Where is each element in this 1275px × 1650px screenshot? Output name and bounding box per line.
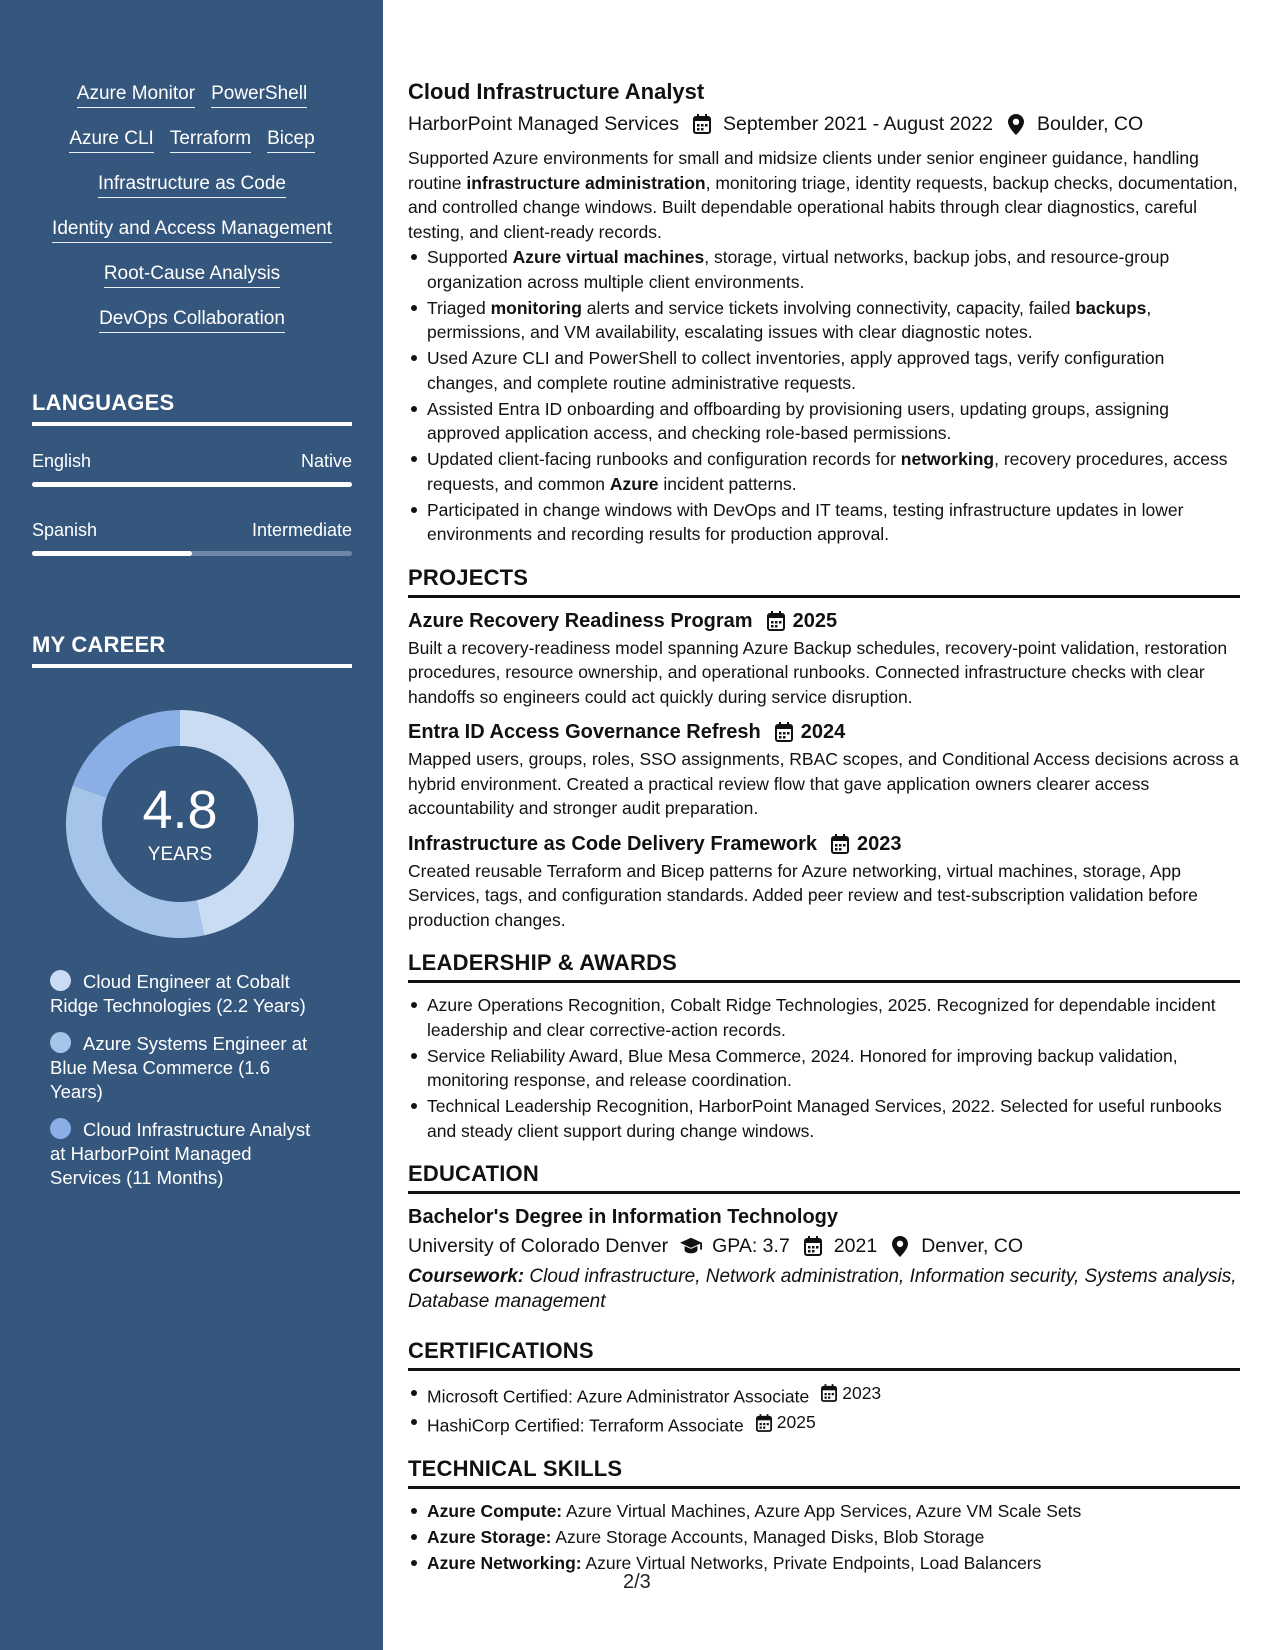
list-item: Used Azure CLI and PowerShell to collect inventories, apply approved tags, verify configuration changes, and complete routine administrative requests. (408, 346, 1240, 395)
project-year: 2025 (792, 609, 838, 632)
project-item (408, 719, 1240, 821)
calendar-icon (802, 1235, 824, 1257)
language-bar-fill (32, 482, 352, 487)
career-item (50, 1118, 320, 1190)
language-level: Intermediate (251, 520, 352, 540)
career-item (50, 970, 320, 1018)
skill-row (32, 82, 352, 108)
school-name: University of Colorado Denver (408, 1235, 669, 1257)
project-description: Created reusable Terraform and Bicep patterns for Azure networking, virtual machines, storage, App Services, tags, and configuration standards. Added peer review and test-subscription validation before production changes. (408, 860, 1198, 930)
job-title: Cloud Infrastructure Analyst (408, 79, 705, 104)
calendar-icon (765, 610, 787, 632)
skill-row (32, 127, 352, 153)
list-item: Microsoft Certified: Azure Administrator Associate 2023 (408, 1381, 1240, 1409)
job-company: HarborPoint Managed Services (408, 113, 679, 135)
career-label: Azure Systems Engineer at Blue Mesa Commerce (1.6 Years) (50, 1033, 308, 1102)
location-pin-icon (889, 1235, 911, 1257)
language-name: English (32, 451, 92, 471)
list-item: Azure Operations Recognition, Cobalt Ridge Technologies, 2025. Recognized for dependable incident leadership and clear corrective-action records. (408, 993, 1240, 1042)
career-label: Cloud Infrastructure Analyst at HarborPoint Managed Services (11 Months) (50, 1119, 311, 1188)
technical-skills-heading: TECHNICAL SKILLS (408, 1456, 1240, 1489)
skill-tag: Identity and Access Management (52, 217, 332, 243)
coursework: Coursework: Cloud infrastructure, Network administration, Information security, Systems analysis, Database management (408, 1266, 1237, 1312)
list-item: Participated in change windows with DevOps and IT teams, testing infrastructure updates in lower environments and recording results for production approval. (408, 498, 1240, 547)
calendar-icon (691, 113, 713, 135)
list-item: Technical Leadership Recognition, HarborPoint Managed Services, 2022. Selected for useful runbooks and steady client support during change windows. (408, 1094, 1240, 1143)
skill-row (32, 172, 352, 198)
list-item: Azure Compute: Azure Virtual Machines, Azure App Services, Azure VM Scale Sets (408, 1499, 1240, 1524)
skill-tag: Azure Monitor (77, 82, 195, 108)
language-bar (32, 482, 352, 487)
career-dot (50, 1118, 71, 1139)
graduation-year: 2021 (833, 1235, 878, 1257)
job-summary: Supported Azure environments for small and midsize clients under senior engineer guidance, handling routine infrastructure administration, monitoring triage, identity requests, backup checks, documentation, and controlled change windows. Built dependable operational habits through clear diagnostics, careful testing, and client-ready records. (408, 148, 1238, 242)
project-title: Entra ID Access Governance Refresh (408, 721, 761, 743)
career-dot (50, 1032, 71, 1053)
language-spanish (32, 519, 352, 556)
list-item: Supported Azure virtual machines, storage, virtual networks, backup jobs, and resource-group organization across multiple client environments. (408, 245, 1240, 294)
career-donut-chart (66, 710, 294, 938)
degree-title: Bachelor's Degree in Information Technology (408, 1206, 839, 1228)
career-years-label: YEARS (147, 844, 213, 865)
skill-tag: Azure CLI (69, 127, 153, 153)
project-year: 2023 (857, 832, 902, 855)
calendar-icon (773, 721, 795, 743)
graduation-cap-icon (680, 1235, 702, 1257)
career-label: Cloud Engineer at Cobalt Ridge Technologies (2.2 Years) (50, 971, 306, 1016)
language-level: Native (300, 451, 352, 471)
technical-skills-list (408, 1499, 1240, 1576)
list-item: HashiCorp Certified: Terraform Associate 2025 (408, 1410, 1240, 1438)
language-english (32, 450, 352, 487)
certifications-list (408, 1381, 1240, 1438)
skill-tag: PowerShell (211, 82, 307, 108)
career-dot (50, 970, 71, 991)
calendar-icon (821, 1384, 839, 1402)
list-item: Updated client-facing runbooks and configuration records for networking, recovery procedures, access requests, and common Azure incident patterns. (408, 447, 1240, 496)
career-heading: MY CAREER (32, 632, 352, 668)
career-legend (50, 970, 320, 1204)
list-item: Triaged monitoring alerts and service tickets involving connectivity, capacity, failed backups, permissions, and VM availability, escalating issues with clear diagnostic notes. (408, 296, 1240, 345)
language-bar (32, 551, 352, 556)
skill-tag: Bicep (267, 127, 315, 153)
job-dates: September 2021 - August 2022 (722, 113, 993, 135)
career-total-years: 4.8 (142, 780, 218, 840)
project-item (408, 831, 1240, 933)
sidebar (0, 0, 383, 1650)
location-pin-icon (1005, 113, 1027, 135)
skill-row (32, 262, 352, 288)
calendar-icon (756, 1414, 774, 1432)
project-description: Mapped users, groups, roles, SSO assignments, RBAC scopes, and Conditional Access decisions across a hybrid environment. Created a practical review flow that gave application owners clearer access accountability and stronger audit preparation. (408, 749, 1239, 818)
project-title: Infrastructure as Code Delivery Framework (408, 832, 818, 855)
projects-heading: PROJECTS (408, 565, 1240, 598)
project-description: Built a recovery-readiness model spanning Azure Backup schedules, recovery-point validation, restoration procedures, resource ownership, and operational runbooks. Connected infrastructure checks with clear handoffs so engineers could act quickly during service disruption. (408, 637, 1228, 707)
list-item: Azure Storage: Azure Storage Accounts, Managed Disks, Blob Storage (408, 1525, 1240, 1550)
leadership-heading: LEADERSHIP & AWARDS (408, 950, 1240, 983)
skill-tag: Infrastructure as Code (98, 172, 286, 198)
list-item: Service Reliability Award, Blue Mesa Commerce, 2024. Honored for improving backup validation, monitoring response, and release coordination. (408, 1044, 1240, 1093)
language-name: Spanish (32, 520, 98, 540)
certifications-heading: CERTIFICATIONS (408, 1338, 1240, 1371)
skill-row (32, 307, 352, 333)
skill-tag: Terraform (170, 127, 251, 153)
skills-list (32, 82, 352, 352)
skill-tag: Root-Cause Analysis (104, 262, 280, 288)
education-heading: EDUCATION (408, 1161, 1240, 1194)
leadership-list (408, 993, 1240, 1143)
project-item (408, 608, 1240, 710)
main-content (408, 78, 1240, 1577)
calendar-icon (829, 833, 851, 855)
job-meta (408, 111, 1240, 137)
education-meta (408, 1233, 1240, 1259)
skill-tag: DevOps Collaboration (99, 307, 285, 333)
job-location: Boulder, CO (1036, 113, 1144, 135)
list-item: Azure Networking: Azure Virtual Networks, Private Endpoints, Load Balancers (408, 1551, 1240, 1576)
project-title: Azure Recovery Readiness Program (408, 609, 753, 632)
job-bullets (408, 245, 1240, 547)
gpa: GPA: 3.7 (712, 1235, 790, 1257)
page-number: 2/3 (623, 1571, 651, 1593)
language-bar-fill (32, 551, 192, 556)
school-location: Denver, CO (921, 1235, 1024, 1257)
languages-heading: LANGUAGES (32, 390, 352, 426)
list-item: Assisted Entra ID onboarding and offboarding by provisioning users, updating groups, assigning approved application access, and checking role-based permissions. (408, 397, 1240, 446)
skill-row (32, 217, 352, 243)
career-item (50, 1032, 320, 1104)
project-year: 2024 (800, 721, 846, 743)
